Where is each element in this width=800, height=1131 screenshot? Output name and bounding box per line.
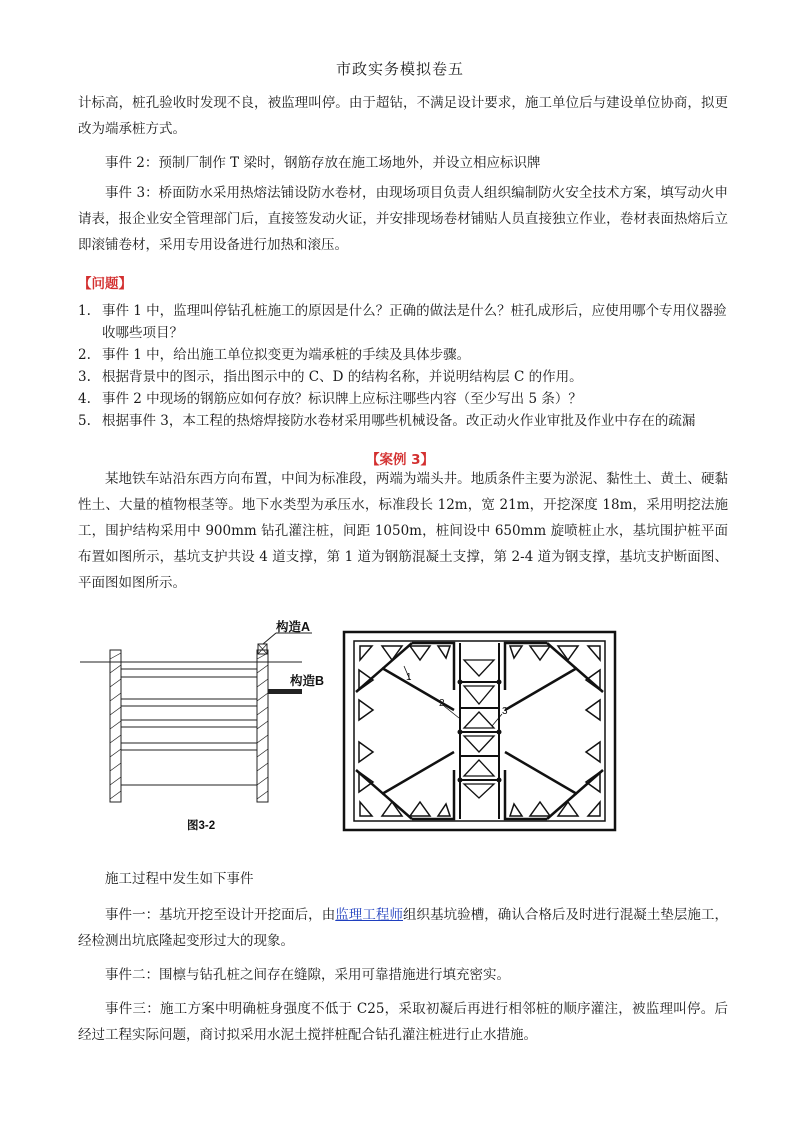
support-section-figure bbox=[80, 615, 350, 840]
pit-plan-figure bbox=[342, 630, 627, 840]
question-number: 4. bbox=[78, 391, 91, 407]
question-text: 根据背景中的图示，指出图示中的 C、D 的结构名称，并说明结构层 C 的作用。 bbox=[102, 369, 583, 385]
event-one-paragraph bbox=[78, 902, 728, 954]
event-3-paragraph: 事件 3：桥面防水采用热熔法铺设防水卷材，由现场项目负责人组织编制防火安全技术方案，填写动火申请表，报企业安全管理部门后，直接签发动火证，并安排现场卷材铺贴人员直接独立作业，卷材表面热熔后立即滚铺卷材，采用专用设备进行加热和滚压。 bbox=[78, 185, 728, 253]
question-text: 事件 2 中现场的钢筋应如何存放？标识牌上应标注哪些内容（至少写出 5 条）？ bbox=[102, 391, 582, 407]
plan-label-3: 3 bbox=[502, 706, 508, 717]
supervising-engineer-link[interactable]: 监理工程师 bbox=[335, 907, 403, 923]
strut-2 bbox=[121, 699, 257, 706]
strut-4 bbox=[121, 743, 257, 750]
event-two-paragraph: 事件二：围檩与钻孔桩之间存在缝隙，采用可靠措施进行填充密实。 bbox=[105, 967, 510, 983]
right-pile bbox=[257, 650, 268, 802]
strut-1 bbox=[121, 669, 257, 677]
question-text: 事件 1 中，给出施工单位拟变更为端承桩的手续及具体步骤。 bbox=[102, 347, 471, 363]
question-item bbox=[78, 366, 728, 388]
plan-label-2: 2 bbox=[439, 698, 445, 709]
intro-paragraph: 计标高，桩孔验收时发现不良，被监理叫停。由于超钻，不满足设计要求，施工单位后与建设单位协商，拟更改为端承桩方式。 bbox=[78, 95, 728, 137]
case-3-title: 【案例 3】 bbox=[365, 452, 435, 468]
case-3-background: 某地铁车站沿东西方向布置，中间为标准段，两端为端头井。地质条件主要为淤泥、黏性土、黄土、硬黏性土、大量的植物根茎等。地下水类型为承压水，标准段长 12m，宽 21m，开挖深度 18m，采用明挖法施工，围护结构采用中 900mm 钻孔灌注桩，间距 1050m，桩间设中 650mm 旋喷桩止水，基坑围护桩平面布置如图所示，基坑支护共设 4 道支撑，第 1 道为钢筋混凝土支撑，第 2-4 道为钢支撑，基坑支护断面图、平面图如图所示。 bbox=[78, 471, 728, 591]
event-one-prefix: 事件一：基坑开挖至设计开挖面后，由 bbox=[105, 907, 336, 923]
event-three-paragraph: 事件三：施工方案中明确桩身强度不低于 C25，采取初凝后再进行相邻桩的顺序灌注，被监理叫停。后经过工程实际问题，商讨拟采用水泥土搅拌桩配合钻孔灌注桩进行止水措施。 bbox=[78, 1001, 728, 1043]
event-2-paragraph: 事件 2：预制厂制作 T 梁时，钢筋存放在施工场地外，并设立相应标识牌 bbox=[105, 155, 541, 171]
question-text: 根据事件 3，本工程的热熔焊接防水卷材采用哪些机械设备。改正动火作业审批及作业中存在的疏漏 bbox=[102, 413, 696, 429]
structure-b-waler bbox=[268, 689, 302, 694]
label-structure-b: 构造B bbox=[290, 674, 325, 688]
question-item bbox=[78, 410, 728, 432]
question-text: 事件 1 中，监理叫停钻孔桩施工的原因是什么？正确的做法是什么？桩孔成形后，应使用哪个专用仪器验收哪些项目？ bbox=[102, 303, 727, 341]
questions-label: 【问题】 bbox=[78, 276, 132, 292]
process-intro: 施工过程中发生如下事件 bbox=[105, 871, 254, 887]
question-number: 3. bbox=[78, 369, 91, 385]
figure-caption: 图3-2 bbox=[187, 820, 216, 832]
left-pile bbox=[110, 650, 121, 802]
question-item bbox=[78, 344, 728, 366]
question-number: 1. bbox=[78, 303, 91, 319]
event-one-suffix: 组织基坑验槽，确认合格后及时进行混凝土垫层施工，经检测出坑底隆起变形过大的现象。 bbox=[78, 907, 729, 949]
plan-label-1: 1 bbox=[406, 672, 412, 683]
strut-3 bbox=[121, 720, 257, 727]
question-number: 2. bbox=[78, 347, 91, 363]
question-number: 5. bbox=[78, 413, 91, 429]
question-item bbox=[78, 388, 728, 410]
question-item bbox=[78, 300, 728, 344]
questions-list bbox=[78, 300, 728, 432]
page-title: 市政实务模拟卷五 bbox=[335, 60, 464, 78]
label-structure-a: 构造A bbox=[276, 620, 311, 634]
